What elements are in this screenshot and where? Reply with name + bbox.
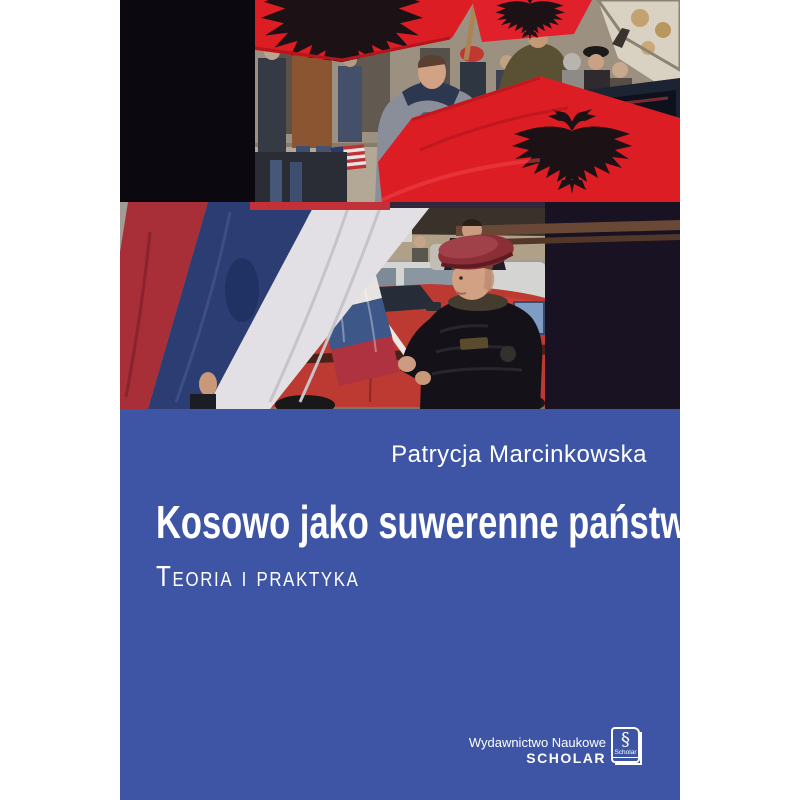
publisher-name — [469, 735, 606, 766]
hand — [415, 371, 431, 385]
blue-panel — [120, 409, 709, 800]
foreground-crowd — [255, 152, 347, 202]
scholar-logo — [611, 727, 640, 763]
book-cover — [120, 0, 709, 800]
flag-emblem — [225, 258, 259, 322]
publisher-block — [469, 727, 640, 766]
dark-strip — [390, 202, 545, 208]
jacket-badge — [460, 337, 489, 350]
book-title: Kosowo jako suwerenne państwo — [156, 496, 709, 548]
publisher-line1: Wydawnictwo Naukowe — [468, 735, 606, 750]
puffy-jacket — [420, 298, 542, 409]
scholar-logo-caption: Scholar — [614, 749, 637, 756]
black-panel — [120, 0, 255, 202]
sleeve-patch — [500, 346, 516, 362]
side-mirror — [426, 302, 441, 311]
scholar-logo-glyph: § — [621, 729, 630, 750]
author-name: Patrycja Marcinkowska — [391, 441, 647, 468]
publisher-line2: SCHOLAR — [526, 750, 606, 766]
logo-pages-bottom-edge — [615, 761, 642, 765]
flag-strip — [250, 202, 390, 210]
photo-boy-serbian-flag — [120, 202, 680, 409]
photo-albanian-flags-crowd — [120, 0, 680, 202]
book-subtitle: Teoria i praktyka — [156, 561, 360, 593]
hand — [398, 356, 416, 372]
hand-on-flag — [199, 372, 217, 396]
